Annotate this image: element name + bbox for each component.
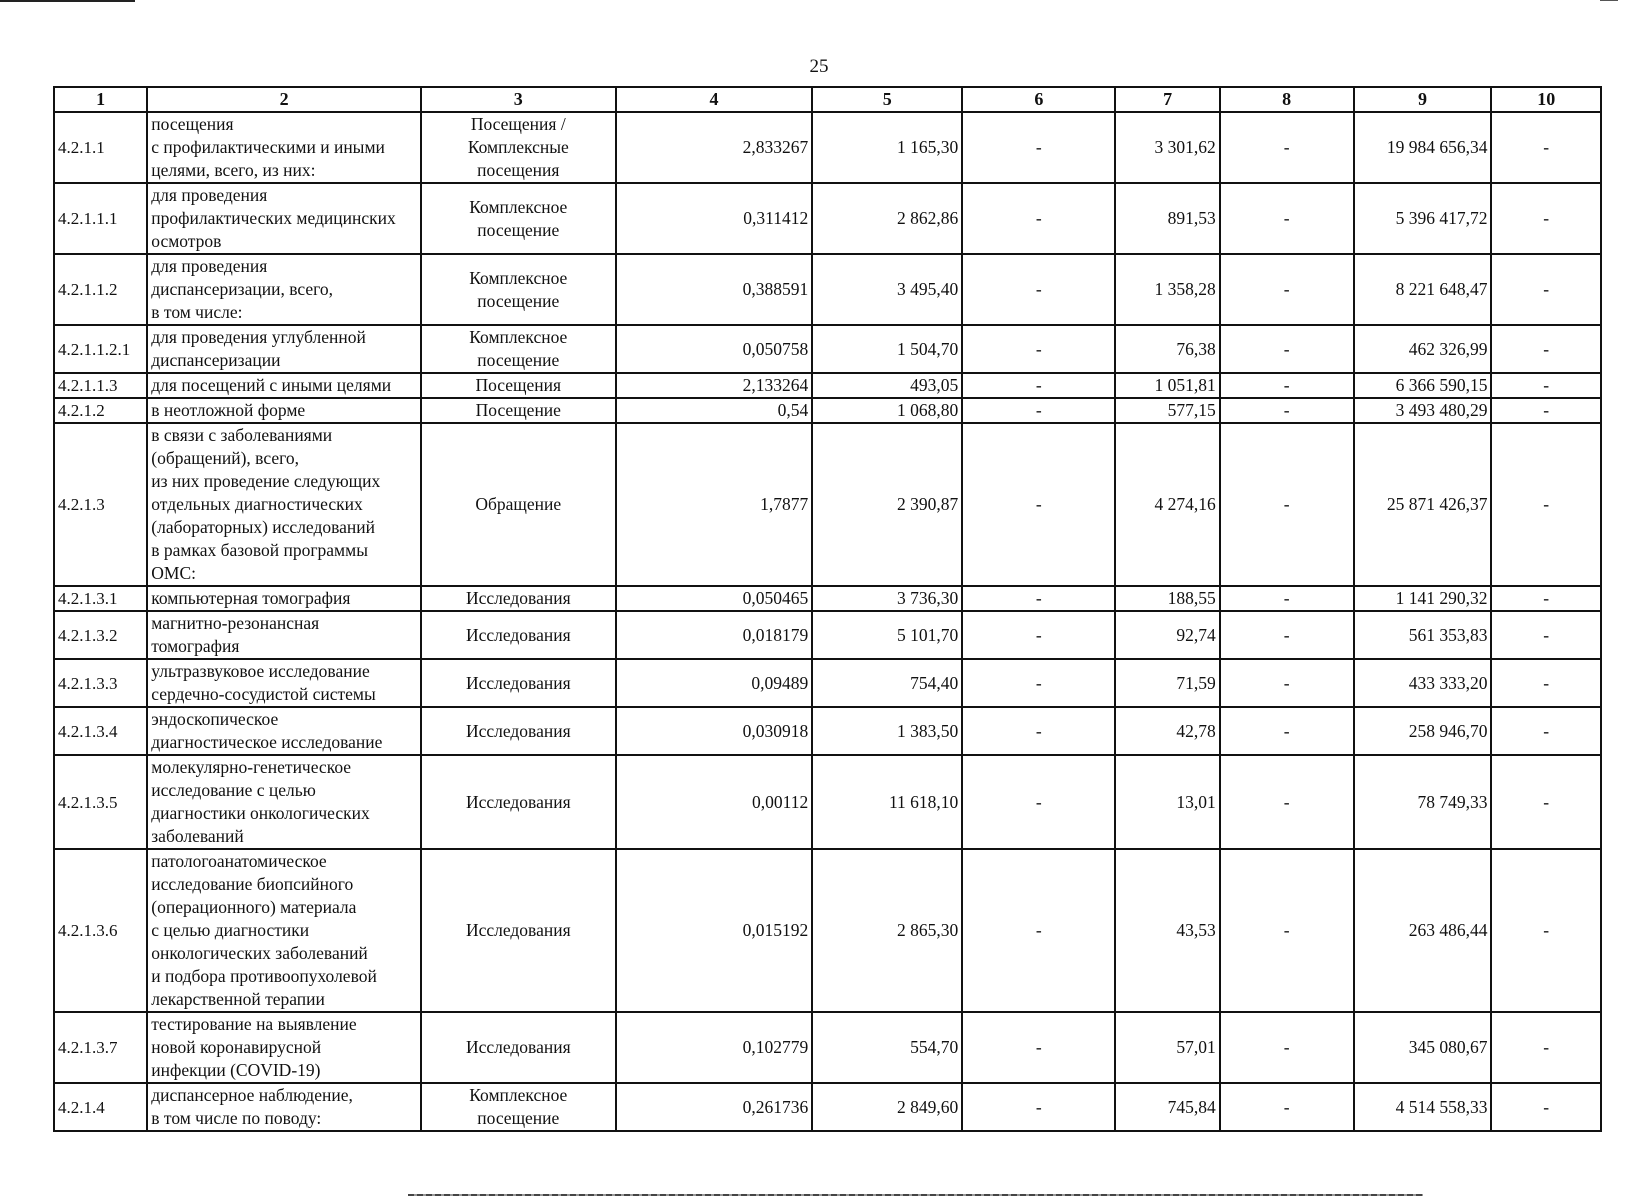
row-code: 4.2.1.4 — [54, 1083, 147, 1131]
row-col-9: 3 493 480,29 — [1354, 398, 1492, 423]
row-col-10: - — [1491, 1083, 1601, 1131]
page-number: 25 — [809, 56, 829, 77]
row-col-6: - — [962, 1012, 1115, 1083]
row-col-6: - — [962, 659, 1115, 707]
column-header: 8 — [1220, 87, 1354, 112]
row-col-6: - — [962, 423, 1115, 586]
row-name: для проведения углубленной диспансеризации — [147, 325, 421, 373]
row-col-7: 891,53 — [1115, 183, 1219, 254]
table-row — [54, 707, 1601, 755]
row-col-9: 19 984 656,34 — [1354, 112, 1492, 183]
row-col-7: 1 051,81 — [1115, 373, 1219, 398]
row-code: 4.2.1.3.1 — [54, 586, 147, 611]
row-col-8: - — [1220, 611, 1354, 659]
row-code: 4.2.1.3.3 — [54, 659, 147, 707]
row-col-9: 6 366 590,15 — [1354, 373, 1492, 398]
row-code: 4.2.1.1.1 — [54, 183, 147, 254]
row-col-8: - — [1220, 1012, 1354, 1083]
header-row — [54, 87, 1601, 112]
row-code: 4.2.1.3.5 — [54, 755, 147, 849]
row-col-5: 1 068,80 — [812, 398, 962, 423]
row-unit: Исследования — [421, 755, 616, 849]
row-code: 4.2.1.1.2 — [54, 254, 147, 325]
row-name: диспансерное наблюдение, в том числе по поводу: — [147, 1083, 421, 1131]
row-col-8: - — [1220, 849, 1354, 1012]
row-unit: Исследования — [421, 586, 616, 611]
row-col-9: 5 396 417,72 — [1354, 183, 1492, 254]
row-name: для проведения диспансеризации, всего, в том числе: — [147, 254, 421, 325]
row-unit: Посещение — [421, 398, 616, 423]
row-col-4: 0,54 — [616, 398, 813, 423]
row-col-10: - — [1491, 325, 1601, 373]
row-col-8: - — [1220, 659, 1354, 707]
row-col-8: - — [1220, 373, 1354, 398]
row-name: компьютерная томография — [147, 586, 421, 611]
row-col-6: - — [962, 325, 1115, 373]
row-col-9: 345 080,67 — [1354, 1012, 1492, 1083]
table-row — [54, 373, 1601, 398]
row-col-9: 25 871 426,37 — [1354, 423, 1492, 586]
row-code: 4.2.1.3.2 — [54, 611, 147, 659]
table-row — [54, 1012, 1601, 1083]
column-header: 1 — [54, 87, 147, 112]
row-col-7: 92,74 — [1115, 611, 1219, 659]
row-unit: Комплексное посещение — [421, 254, 616, 325]
row-col-10: - — [1491, 586, 1601, 611]
row-col-6: - — [962, 586, 1115, 611]
row-col-8: - — [1220, 112, 1354, 183]
row-name: для проведения профилактических медицинских осмотров — [147, 183, 421, 254]
row-unit: Исследования — [421, 1012, 616, 1083]
row-col-8: - — [1220, 325, 1354, 373]
row-col-5: 754,40 — [812, 659, 962, 707]
row-col-8: - — [1220, 183, 1354, 254]
row-name: в неотложной форме — [147, 398, 421, 423]
row-code: 4.2.1.1.2.1 — [54, 325, 147, 373]
row-col-9: 433 333,20 — [1354, 659, 1492, 707]
row-col-5: 5 101,70 — [812, 611, 962, 659]
row-col-6: - — [962, 611, 1115, 659]
table-row — [54, 611, 1601, 659]
column-header: 10 — [1491, 87, 1601, 112]
row-col-4: 0,00112 — [616, 755, 813, 849]
row-col-6: - — [962, 112, 1115, 183]
column-header: 3 — [421, 87, 616, 112]
row-col-9: 78 749,33 — [1354, 755, 1492, 849]
row-unit: Исследования — [421, 849, 616, 1012]
row-col-5: 3 736,30 — [812, 586, 962, 611]
row-col-7: 43,53 — [1115, 849, 1219, 1012]
row-name: эндоскопическое диагностическое исследование — [147, 707, 421, 755]
row-col-10: - — [1491, 423, 1601, 586]
row-unit: Исследования — [421, 611, 616, 659]
row-code: 4.2.1.3.7 — [54, 1012, 147, 1083]
column-header: 7 — [1115, 87, 1219, 112]
data-table — [53, 86, 1602, 1132]
row-col-4: 0,015192 — [616, 849, 813, 1012]
row-col-6: - — [962, 707, 1115, 755]
row-col-6: - — [962, 373, 1115, 398]
row-col-8: - — [1220, 398, 1354, 423]
row-col-4: 0,261736 — [616, 1083, 813, 1131]
row-code: 4.2.1.3.4 — [54, 707, 147, 755]
table-row — [54, 1083, 1601, 1131]
scan-bottom-rule — [408, 1194, 1423, 1196]
row-name: посещения с профилактическими и иными целями, всего, из них: — [147, 112, 421, 183]
row-col-5: 3 495,40 — [812, 254, 962, 325]
column-header: 9 — [1354, 87, 1492, 112]
row-name: магнитно-резонансная томография — [147, 611, 421, 659]
row-col-7: 76,38 — [1115, 325, 1219, 373]
row-col-6: - — [962, 1083, 1115, 1131]
row-col-7: 745,84 — [1115, 1083, 1219, 1131]
row-unit: Комплексное посещение — [421, 1083, 616, 1131]
row-col-10: - — [1491, 755, 1601, 849]
table-row — [54, 755, 1601, 849]
row-col-6: - — [962, 254, 1115, 325]
table-row — [54, 325, 1601, 373]
row-col-5: 1 504,70 — [812, 325, 962, 373]
table-row — [54, 398, 1601, 423]
row-col-7: 13,01 — [1115, 755, 1219, 849]
row-code: 4.2.1.3.6 — [54, 849, 147, 1012]
row-col-6: - — [962, 849, 1115, 1012]
row-col-8: - — [1220, 1083, 1354, 1131]
row-name: для посещений с иными целями — [147, 373, 421, 398]
row-col-5: 1 383,50 — [812, 707, 962, 755]
table-row — [54, 659, 1601, 707]
row-col-4: 1,7877 — [616, 423, 813, 586]
row-col-10: - — [1491, 183, 1601, 254]
row-code: 4.2.1.1.3 — [54, 373, 147, 398]
row-col-8: - — [1220, 707, 1354, 755]
row-col-7: 1 358,28 — [1115, 254, 1219, 325]
scan-edge-line — [0, 0, 135, 2]
table-row — [54, 586, 1601, 611]
row-code: 4.2.1.3 — [54, 423, 147, 586]
row-col-9: 1 141 290,32 — [1354, 586, 1492, 611]
row-col-7: 71,59 — [1115, 659, 1219, 707]
row-col-9: 561 353,83 — [1354, 611, 1492, 659]
table-row — [54, 849, 1601, 1012]
row-col-6: - — [962, 183, 1115, 254]
row-col-4: 0,030918 — [616, 707, 813, 755]
row-col-5: 493,05 — [812, 373, 962, 398]
row-col-5: 11 618,10 — [812, 755, 962, 849]
row-col-9: 263 486,44 — [1354, 849, 1492, 1012]
table-row — [54, 112, 1601, 183]
row-unit: Посещения — [421, 373, 616, 398]
row-col-7: 188,55 — [1115, 586, 1219, 611]
row-code: 4.2.1.2 — [54, 398, 147, 423]
row-unit: Комплексное посещение — [421, 325, 616, 373]
row-col-8: - — [1220, 755, 1354, 849]
row-name: патологоанатомическое исследование биопсийного (операционного) материала с целью диагностики онкологических заболеваний и подбора противоопухолевой лекарственной терапии — [147, 849, 421, 1012]
row-col-5: 2 390,87 — [812, 423, 962, 586]
row-col-4: 2,133264 — [616, 373, 813, 398]
row-unit: Исследования — [421, 659, 616, 707]
row-col-4: 0,102779 — [616, 1012, 813, 1083]
column-header: 6 — [962, 87, 1115, 112]
row-code: 4.2.1.1 — [54, 112, 147, 183]
column-header: 4 — [616, 87, 813, 112]
row-col-6: - — [962, 755, 1115, 849]
row-col-7: 577,15 — [1115, 398, 1219, 423]
row-name: ультразвуковое исследование сердечно-сосудистой системы — [147, 659, 421, 707]
row-col-7: 42,78 — [1115, 707, 1219, 755]
row-col-4: 0,018179 — [616, 611, 813, 659]
row-col-7: 4 274,16 — [1115, 423, 1219, 586]
row-name: тестирование на выявление новой коронавирусной инфекции (COVID-19) — [147, 1012, 421, 1083]
row-col-5: 2 862,86 — [812, 183, 962, 254]
row-unit: Обращение — [421, 423, 616, 586]
row-col-10: - — [1491, 373, 1601, 398]
row-col-4: 0,388591 — [616, 254, 813, 325]
table-row — [54, 183, 1601, 254]
row-col-9: 4 514 558,33 — [1354, 1083, 1492, 1131]
table-body — [54, 112, 1601, 1131]
row-col-5: 2 849,60 — [812, 1083, 962, 1131]
row-col-10: - — [1491, 254, 1601, 325]
row-unit: Посещения / Комплексные посещения — [421, 112, 616, 183]
row-col-10: - — [1491, 398, 1601, 423]
row-col-10: - — [1491, 659, 1601, 707]
row-col-5: 554,70 — [812, 1012, 962, 1083]
row-col-4: 0,09489 — [616, 659, 813, 707]
row-col-5: 1 165,30 — [812, 112, 962, 183]
row-name: молекулярно-генетическое исследование с целью диагностики онкологических заболеваний — [147, 755, 421, 849]
column-header: 5 — [812, 87, 962, 112]
scan-edge-line-right — [1600, 0, 1618, 1]
table-row — [54, 423, 1601, 586]
row-name: в связи с заболеваниями (обращений), всего, из них проведение следующих отдельных диагностических (лабораторных) исследований в рамках базовой программы ОМС: — [147, 423, 421, 586]
row-col-8: - — [1220, 423, 1354, 586]
row-col-8: - — [1220, 254, 1354, 325]
row-col-9: 462 326,99 — [1354, 325, 1492, 373]
row-col-8: - — [1220, 586, 1354, 611]
row-col-10: - — [1491, 849, 1601, 1012]
row-col-10: - — [1491, 611, 1601, 659]
row-col-4: 0,050465 — [616, 586, 813, 611]
row-col-9: 8 221 648,47 — [1354, 254, 1492, 325]
row-unit: Исследования — [421, 707, 616, 755]
table-row — [54, 254, 1601, 325]
row-col-10: - — [1491, 1012, 1601, 1083]
row-col-10: - — [1491, 707, 1601, 755]
row-col-7: 3 301,62 — [1115, 112, 1219, 183]
row-col-4: 0,311412 — [616, 183, 813, 254]
row-col-7: 57,01 — [1115, 1012, 1219, 1083]
row-col-4: 0,050758 — [616, 325, 813, 373]
row-col-6: - — [962, 398, 1115, 423]
row-col-4: 2,833267 — [616, 112, 813, 183]
row-col-5: 2 865,30 — [812, 849, 962, 1012]
row-col-10: - — [1491, 112, 1601, 183]
column-header: 2 — [147, 87, 421, 112]
row-unit: Комплексное посещение — [421, 183, 616, 254]
row-col-9: 258 946,70 — [1354, 707, 1492, 755]
